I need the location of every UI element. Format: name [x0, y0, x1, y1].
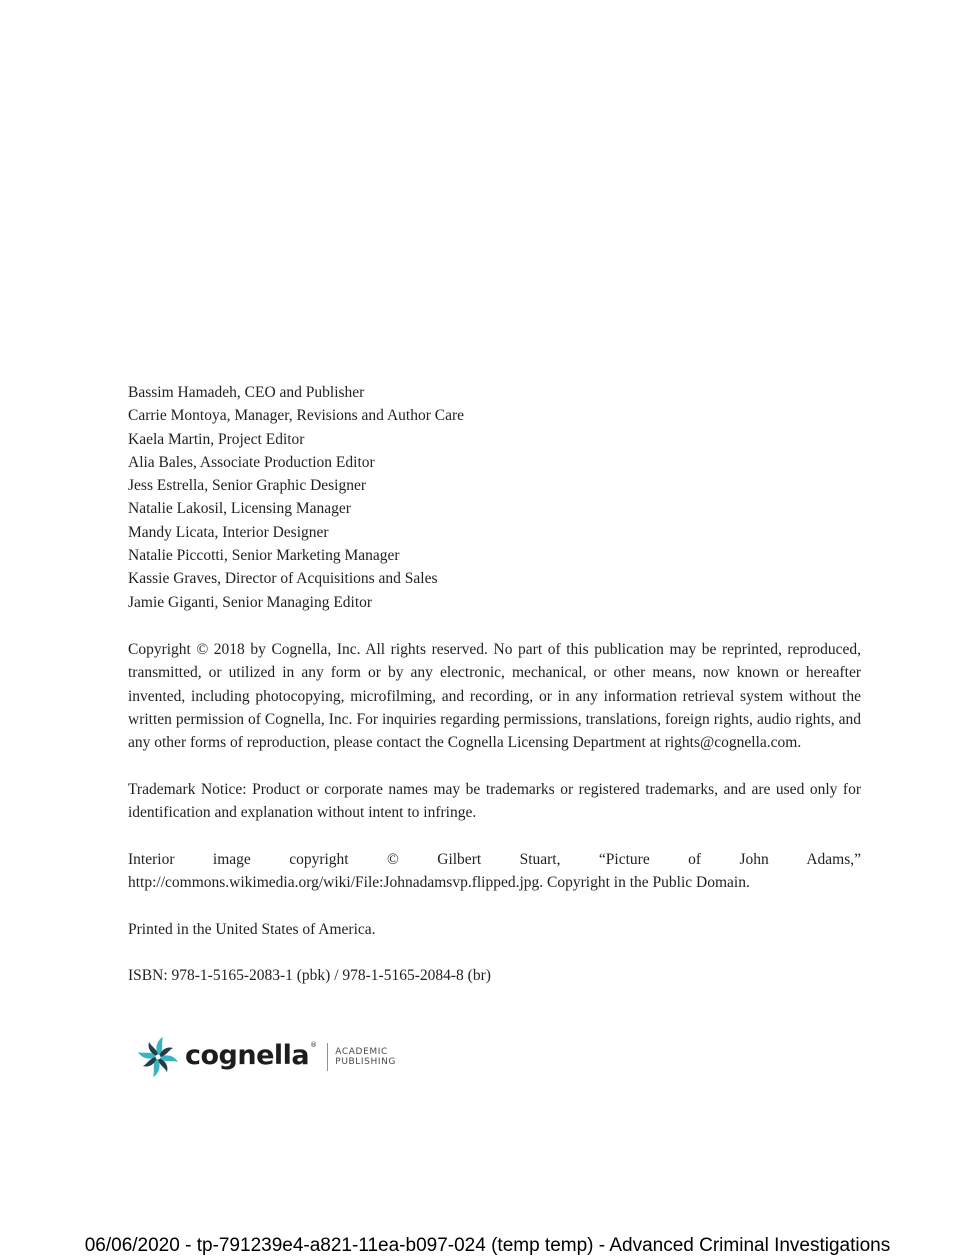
isbn-line: ISBN: 978-1-5165-2083-1 (pbk) / 978-1-5165-2084-8 (br): [128, 967, 491, 984]
staff-credits-list: [128, 381, 868, 614]
copyright-notice: Copyright © 2018 by Cognella, Inc. All rights reserved. No part of this publication may be reprinted, reproduced, transmitted, or utilized in any form or by any electronic, mechanical, or other means, now known or hereafter invented, including photocopying, microfilming, and recording, or in any information retrieval system without the written permission of Cognella, Inc. For inquiries regarding permissions, translations, foreign rights, audio rights, and any other forms of reproduction, please contact the Cognella Licensing Department at rights@cognella.com.: [128, 641, 861, 752]
credit-line: Kaela Martin, Project Editor: [128, 430, 305, 448]
print-stamp-footer: 06/06/2020 - tp-791239e4-a821-11ea-b097-024 (temp temp) - Advanced Criminal Investigations: [84, 1235, 891, 1256]
credit-line: Bassim Hamadeh, CEO and Publisher: [128, 384, 365, 401]
cognella-logo: [136, 1032, 396, 1082]
credit-line: Kassie Graves, Director of Acquisitions and Sales: [128, 570, 438, 588]
trademark-notice: Trademark Notice: Product or corporate names may be trademarks or registered trademarks, and are used only for identification and explanation without intent to infringe.: [128, 781, 861, 822]
logo-wordmark: cognella: [185, 1039, 310, 1071]
credit-line: Natalie Piccotti, Senior Marketing Manager: [128, 547, 400, 565]
credit-line: Jamie Giganti, Senior Managing Editor: [128, 593, 373, 611]
credit-line: Natalie Lakosil, Licensing Manager: [128, 500, 351, 518]
logo-subtitle-line: PUBLISHING: [335, 1057, 396, 1067]
registered-mark: ®: [310, 1041, 318, 1049]
credit-line: Carrie Montoya, Manager, Revisions and Author Care: [128, 407, 464, 425]
logo-subtitle: [335, 1047, 396, 1067]
credit-line: Alia Bales, Associate Production Editor: [128, 453, 375, 471]
logo-subtitle-line: ACADEMIC: [335, 1047, 388, 1057]
credit-line: Mandy Licata, Interior Designer: [128, 523, 329, 541]
interior-image-notice: Interior image copyright © Gilbert Stuart, “Picture of John Adams,” http://commons.wikimedia.org/wiki/File:Johnadamsvp.flipped.jpg. Copyright in the Public Domain.: [128, 851, 861, 892]
printed-notice: Printed in the United States of America.: [128, 921, 376, 938]
cognella-pinwheel-icon: [136, 1035, 180, 1079]
credit-line: Jess Estrella, Senior Graphic Designer: [128, 477, 367, 495]
